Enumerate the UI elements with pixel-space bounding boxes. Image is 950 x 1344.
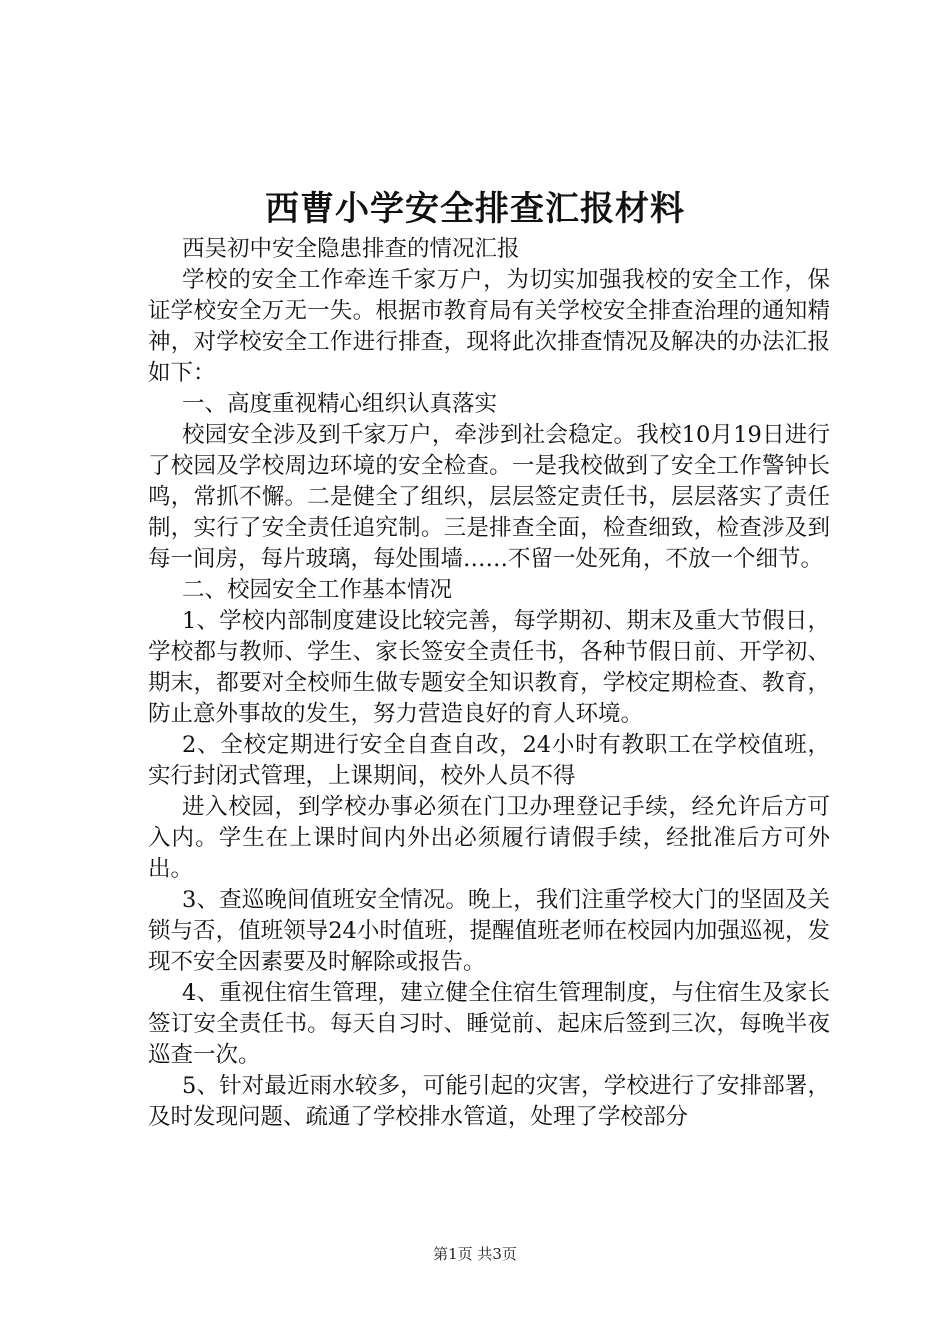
item-3-paragraph: 3、查巡晚间值班安全情况。晚上，我们注重学校大门的坚固及关锁与否，值班领导24小时值班，提醒值班老师在校园内加强巡视，发现不安全因素要及时解除或报告。 [148,887,830,975]
section-heading-1: 一、高度重视精心组织认真落实 [182,391,498,417]
section-1-paragraph: 校园安全涉及到千家万户，牵涉到社会稳定。我校10月19日进行了校园及学校周边环境的安全检查。一是我校做到了安全工作警钟长鸣，常抓不懈。二是健全了组织，层层签定责任书，层层落实了责任制，实行了安全责任追究制。三是排查全面，检查细致，检查涉及到每一间房，每片玻璃，每处围墙……不留一处死角，不放一个细节。 [148,422,830,572]
document-title: 西曹小学安全排查汇报材料 [265,189,685,229]
page-number-footer: 第1页 共3页 [433,1245,517,1263]
item-1-paragraph: 1、学校内部制度建设比较完善，每学期初、期末及重大节假日，学校都与教师、学生、家长签安全责任书，各种节假日前、开学初、期末，都要对全校师生做专题安全知识教育，学校定期检查、教育，防止意外事故的发生，努力营造良好的育人环境。 [148,608,830,727]
document-body [148,234,830,1133]
item-4-paragraph: 4、重视住宿生管理，建立健全住宿生管理制度，与住宿生及家长签订安全责任书。每天自习时、睡觉前、起床后签到三次，每晚半夜巡查一次。 [148,980,830,1068]
item-5-paragraph: 5、针对最近雨水较多，可能引起的灾害，学校进行了安排部署，及时发现问题、疏通了学校排水管道，处理了学校部分 [148,1073,830,1130]
intro-paragraph: 学校的安全工作牵连千家万户，为切实加强我校的安全工作，保证学校安全万无一失。根据市教育局有关学校安全排查治理的通知精神，对学校安全工作进行排查，现将此次排查情况及解决的办法汇报如下： [148,267,830,386]
item-2-continued-paragraph: 进入校园，到学校办事必须在门卫办理登记手续，经允许后方可入内。学生在上课时间内外出必须履行请假手续，经批准后方可外出。 [148,794,830,882]
section-heading-2: 二、校园安全工作基本情况 [182,577,453,603]
item-2-paragraph: 2、全校定期进行安全自查自改，24小时有教职工在学校值班，实行封闭式管理，上课期间，校外人员不得 [148,732,830,789]
report-subtitle: 西吴初中安全隐患排查的情况汇报 [182,236,520,262]
